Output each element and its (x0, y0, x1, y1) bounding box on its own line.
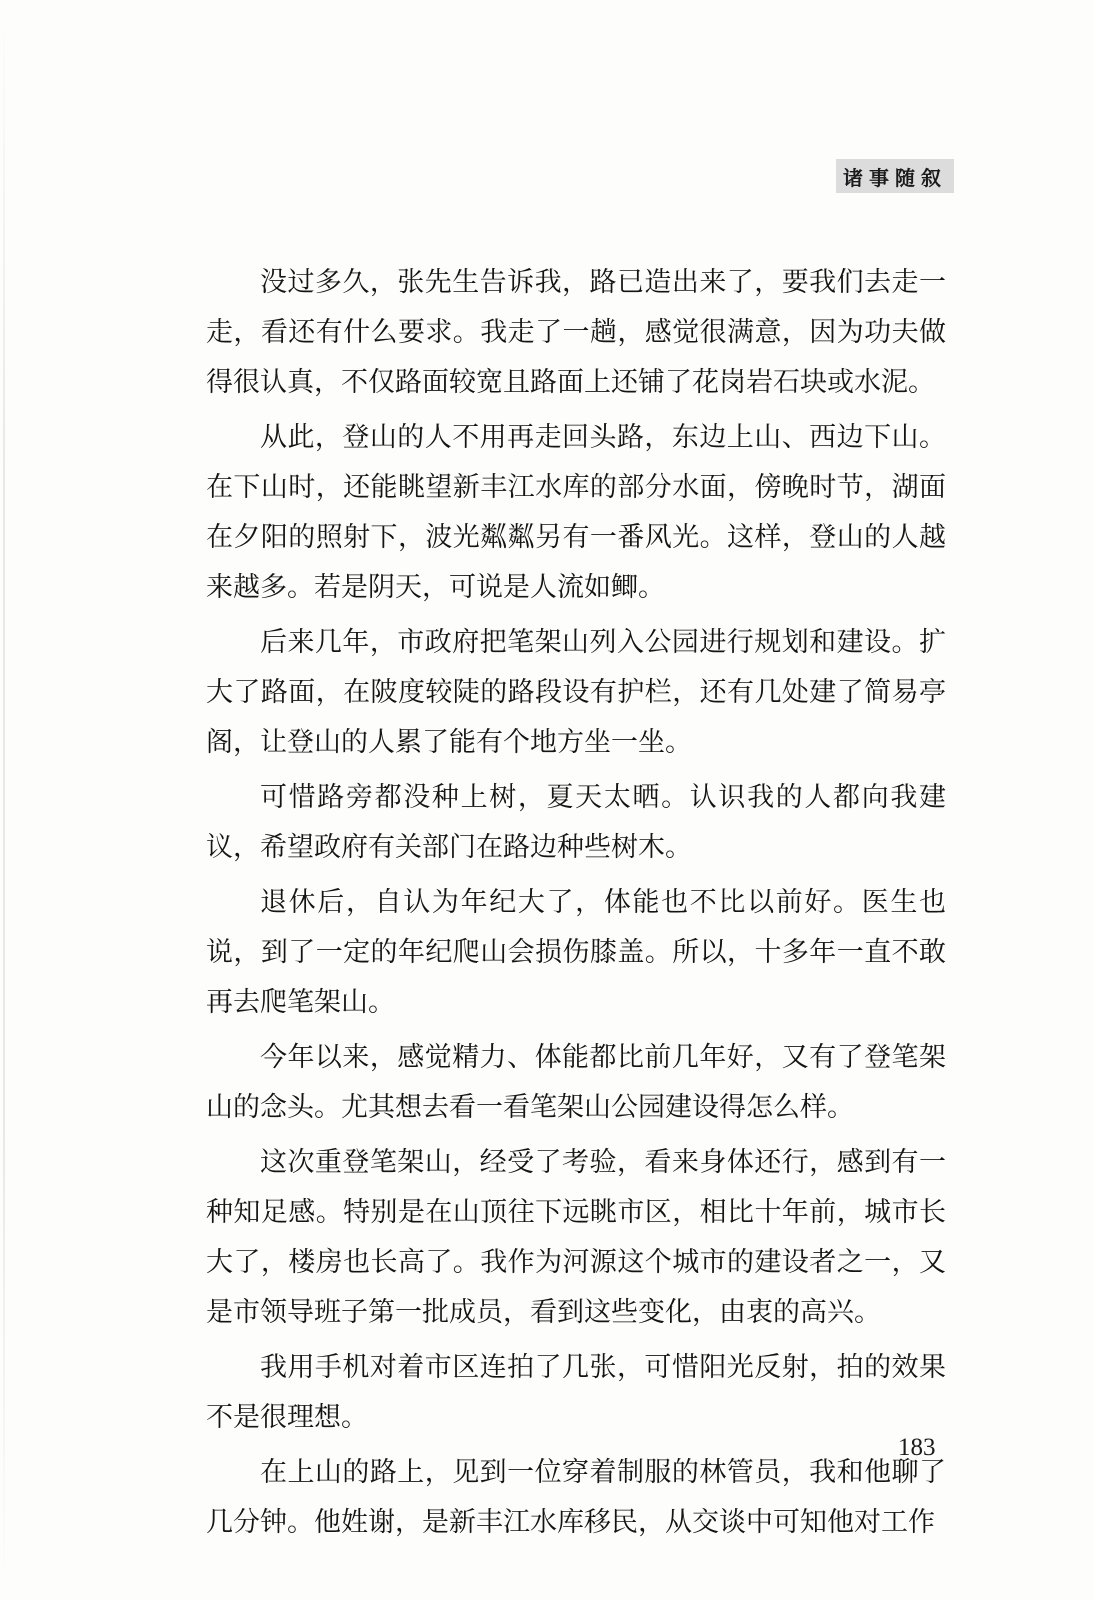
page-number: 183 (898, 1434, 936, 1461)
body-text (206, 258, 946, 1553)
paragraph: 退休后，自认为年纪大了，体能也不比以前好。医生也说，到了一定的年纪爬山会损伤膝盖。所以，十多年一直不敢再去爬笔架山。 (206, 887, 946, 1018)
paragraph: 在上山的路上，见到一位穿着制服的林管员，我和他聊了几分钟。他姓谢，是新丰江水库移民，从交谈中可知他对工作 (206, 1457, 946, 1538)
paragraph: 没过多久，张先生告诉我，路已造出来了，要我们去走一走，看还有什么要求。我走了一趟，感觉很满意，因为功夫做得很认真，不仅路面较宽且路面上还铺了花岗岩石块或水泥。 (206, 267, 946, 398)
paragraph: 这次重登笔架山，经受了考验，看来身体还行，感到有一种知足感。特别是在山顶往下远眺市区，相比十年前，城市长大了，楼房也长高了。我作为河源这个城市的建设者之一，又是市领导班子第一批成员，看到这些变化，由衷的高兴。 (206, 1147, 946, 1328)
paragraph: 可惜路旁都没种上树，夏天太晒。认识我的人都向我建议，希望政府有关部门在路边种些树木。 (206, 782, 946, 863)
running-header-section-title: 诸事随叙 (836, 159, 954, 193)
paragraph: 从此，登山的人不用再走回头路，东边上山、西边下山。在下山时，还能眺望新丰江水库的部分水面，傍晚时节，湖面在夕阳的照射下，波光粼粼另有一番风光。这样，登山的人越来越多。若是阴天，可说是人流如鲫。 (206, 422, 946, 603)
paragraph: 今年以来，感觉精力、体能都比前几年好，又有了登笔架山的念头。尤其想去看一看笔架山公园建设得怎么样。 (206, 1042, 946, 1123)
scan-edge-shadow (3, 0, 5, 1600)
paragraph: 后来几年，市政府把笔架山列入公园进行规划和建设。扩大了路面，在陂度较陡的路段设有护栏，还有几处建了简易亭阁，让登山的人累了能有个地方坐一坐。 (206, 627, 946, 758)
paragraph: 我用手机对着市区连拍了几张，可惜阳光反射，拍的效果不是很理想。 (206, 1352, 946, 1433)
